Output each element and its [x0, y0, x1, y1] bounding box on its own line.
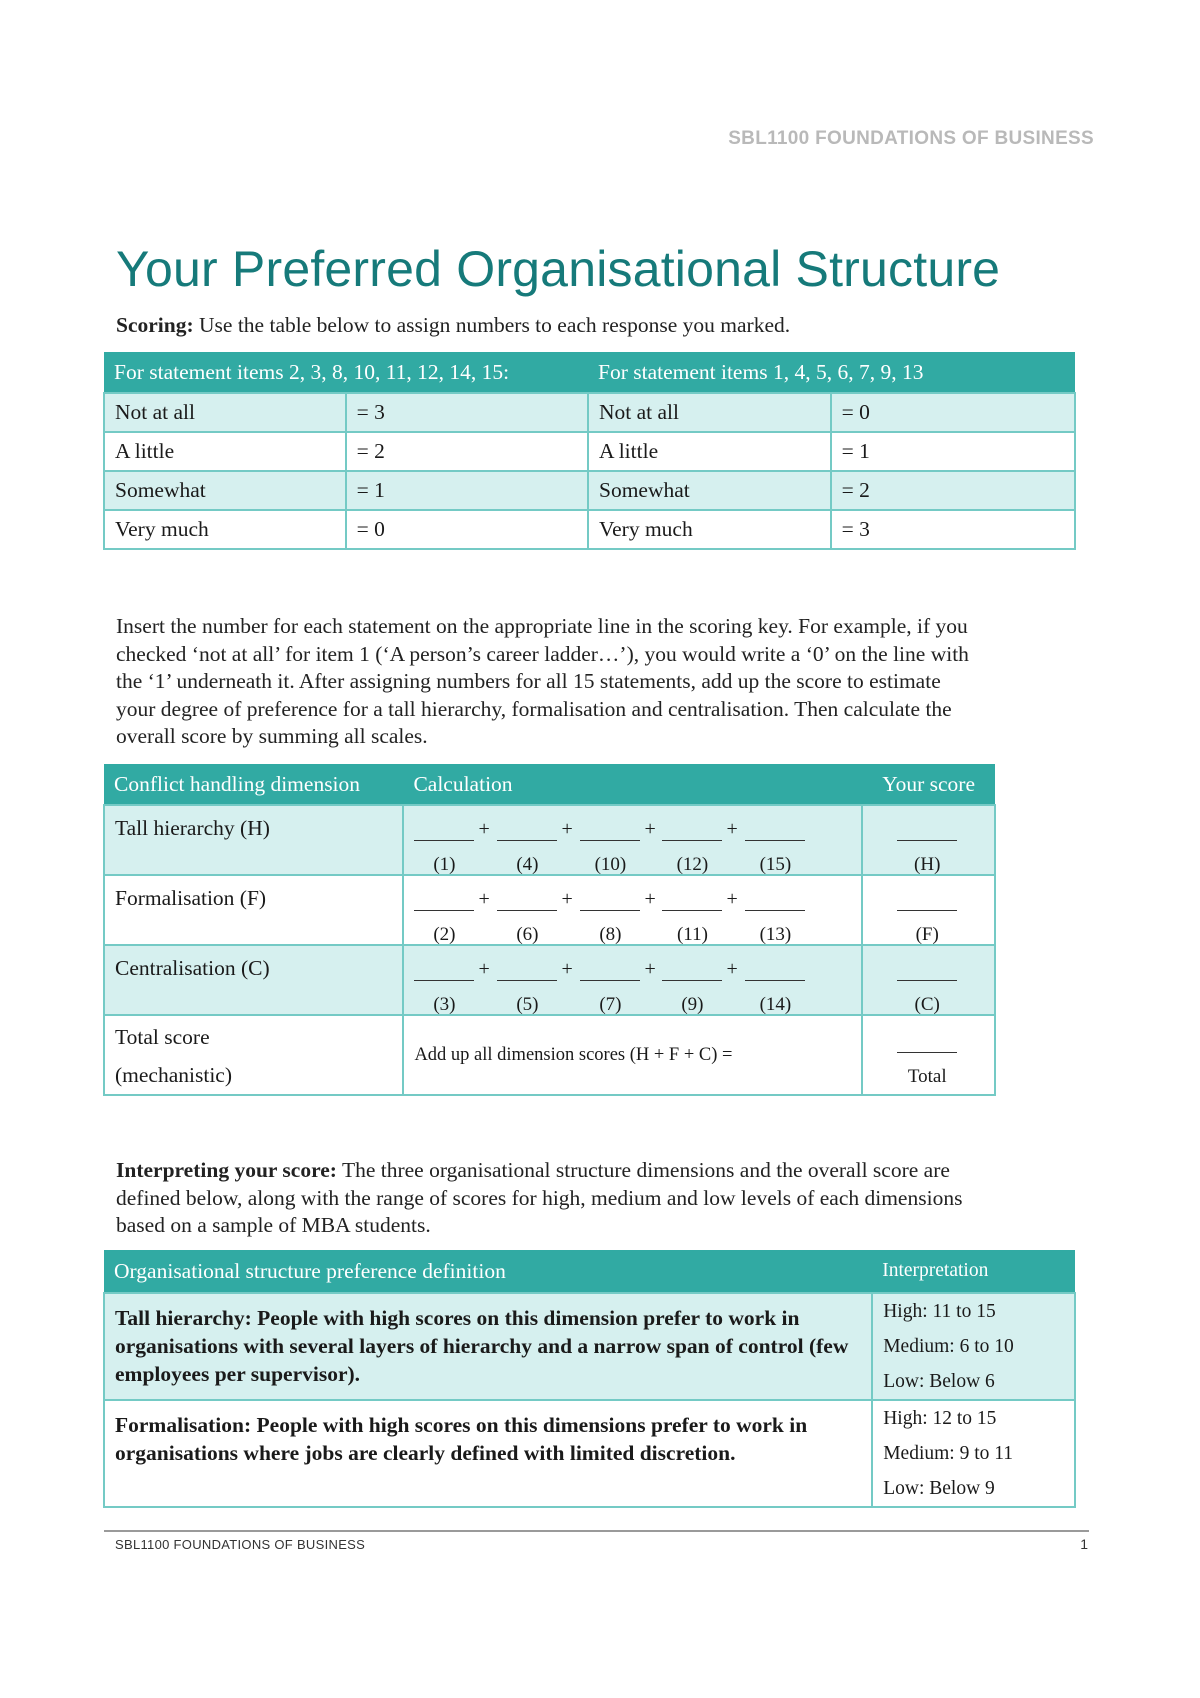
item-number: (1) — [433, 854, 456, 875]
instructions-line: Insert the number for each statement on the appropriate line in the scoring key. For example, if you — [116, 614, 968, 638]
interpreting-line: defined below, along with the range of scores for high, medium and low levels of each dimensions — [116, 1185, 963, 1210]
response-value: = 2 — [346, 432, 588, 471]
dimension-name: Tall hierarchy (H) — [104, 805, 403, 875]
item-number: (13) — [759, 924, 792, 945]
calculation-table — [103, 764, 996, 1096]
response-label: Very much — [588, 510, 831, 549]
response-label: Somewhat — [588, 471, 831, 510]
plus-sign: + — [644, 958, 656, 980]
score-blank[interactable] — [897, 980, 957, 981]
range-medium: Medium: 6 to 10 — [883, 1336, 1014, 1357]
plus-sign: + — [726, 888, 738, 910]
answer-blank[interactable] — [580, 840, 640, 841]
answer-blank[interactable] — [497, 980, 557, 981]
range-medium: Medium: 9 to 11 — [883, 1443, 1014, 1464]
plus-sign: + — [478, 818, 490, 840]
table-row — [104, 393, 1075, 432]
scoring-label: Scoring: — [116, 313, 194, 337]
scoring-paragraph — [116, 312, 790, 340]
interpreting-paragraph — [116, 1157, 962, 1240]
total-name-line: Total score — [115, 1025, 210, 1049]
plus-sign: + — [644, 888, 656, 910]
response-value: = 1 — [831, 432, 1075, 471]
interpretation-row-formalisation — [104, 1400, 1075, 1507]
item-number: (15) — [759, 854, 792, 875]
calculation-cell — [403, 945, 862, 1015]
total-name — [104, 1015, 403, 1095]
total-score-cell — [862, 1015, 995, 1095]
page-number: 1 — [1080, 1536, 1088, 1552]
score-blank[interactable] — [897, 910, 957, 911]
table-header-row — [104, 352, 1075, 393]
item-number: (5) — [516, 994, 539, 1015]
dimension-header: Conflict handling dimension — [114, 772, 361, 796]
response-value: = 3 — [831, 510, 1075, 549]
dimension-row-hierarchy — [104, 805, 995, 875]
right-items-header: For statement items 1, 4, 5, 6, 7, 9, 13 — [597, 360, 924, 384]
table-header-row — [104, 1250, 1075, 1293]
footer-course: SBL1100 FOUNDATIONS OF BUSINESS — [115, 1537, 366, 1552]
answer-blank[interactable] — [414, 840, 474, 841]
calculation-blanks — [404, 946, 861, 1014]
range-high: High: 11 to 15 — [883, 1301, 996, 1322]
answer-blank[interactable] — [662, 840, 722, 841]
instructions-line: overall score by summing all scales. — [116, 724, 428, 748]
instructions-paragraph — [116, 613, 969, 751]
dimension-row-centralisation — [104, 945, 995, 1015]
calculation-blanks — [404, 806, 861, 874]
response-label: A little — [104, 432, 346, 471]
calculation-cell — [403, 805, 862, 875]
item-number: (2) — [433, 924, 456, 945]
response-label: Somewhat — [104, 471, 346, 510]
item-number: (6) — [516, 924, 539, 945]
scoring-text: Use the table below to assign numbers to each response you marked. — [199, 313, 791, 337]
answer-blank[interactable] — [745, 840, 805, 841]
plus-sign: + — [726, 958, 738, 980]
score-cell — [862, 875, 995, 945]
score-blank[interactable] — [897, 840, 957, 841]
score-cell — [862, 805, 995, 875]
calculation-cell — [403, 875, 862, 945]
interpretation-ranges — [872, 1293, 1075, 1400]
interpretation-header: Interpretation — [882, 1260, 989, 1281]
response-value: = 2 — [831, 471, 1075, 510]
plus-sign: + — [478, 958, 490, 980]
calculation-header: Calculation — [413, 772, 513, 796]
plus-sign: + — [644, 818, 656, 840]
answer-blank[interactable] — [497, 910, 557, 911]
interpreting-text: The three organisational structure dimensions and the overall score are — [341, 1158, 950, 1182]
interpretation-row-hierarchy — [104, 1293, 1075, 1400]
response-value: = 0 — [831, 393, 1075, 432]
answer-blank[interactable] — [745, 910, 805, 911]
response-label: Not at all — [104, 393, 346, 432]
plus-sign: + — [726, 818, 738, 840]
answer-blank[interactable] — [497, 840, 557, 841]
item-number: (7) — [599, 994, 622, 1015]
left-items-header: For statement items 2, 3, 8, 10, 11, 12, 14, 15: — [114, 360, 510, 384]
item-number: (10) — [594, 854, 627, 875]
instructions-line: checked ‘not at all’ for item 1 (‘A person’s career ladder…’), you would write a ‘0’ on the line with — [116, 641, 969, 666]
range-high: High: 12 to 15 — [883, 1408, 997, 1429]
calculation-blanks — [404, 876, 861, 944]
item-number: (11) — [676, 924, 708, 945]
item-number: (9) — [681, 994, 704, 1015]
definition-text: Tall hierarchy: People with high scores on this dimension prefer to work in organisations with several layers of hierarchy and a narrow span of control (few employees per supervisor). — [104, 1293, 872, 1400]
total-name-line: (mechanistic) — [115, 1063, 233, 1087]
item-number: (8) — [599, 924, 622, 945]
total-instruction: Add up all dimension scores (H + F + C) = — [403, 1015, 862, 1095]
total-score-label: Total — [907, 1066, 947, 1087]
range-low: Low: Below 6 — [883, 1371, 995, 1392]
total-row — [104, 1015, 995, 1095]
instructions-line: the ‘1’ underneath it. After assigning numbers for all 15 statements, add up the score to estimate — [116, 669, 941, 693]
table-header-row — [104, 764, 995, 805]
score-label: (H) — [914, 854, 941, 875]
interpreting-line — [116, 1157, 962, 1185]
response-value: = 3 — [346, 393, 588, 432]
interpretation-ranges — [872, 1400, 1075, 1507]
response-value: = 0 — [346, 510, 588, 549]
interpretation-table — [103, 1250, 1076, 1508]
answer-blank[interactable] — [580, 980, 640, 981]
dimension-name: Centralisation (C) — [104, 945, 403, 1015]
answer-blank[interactable] — [662, 910, 722, 911]
answer-blank[interactable] — [414, 980, 474, 981]
dimension-name: Formalisation (F) — [104, 875, 403, 945]
interpreting-label: Interpreting your score: — [116, 1158, 337, 1182]
plus-sign: + — [478, 888, 490, 910]
page-title: Your Preferred Organisational Structure — [116, 241, 1001, 297]
answer-blank[interactable] — [745, 980, 805, 981]
interpreting-line: based on a sample of MBA students. — [116, 1213, 431, 1237]
response-label: Very much — [104, 510, 346, 549]
item-number: (12) — [676, 854, 709, 875]
table-row — [104, 471, 1075, 510]
score-label: (F) — [915, 924, 939, 945]
definition-header: Organisational structure preference definition — [114, 1259, 506, 1283]
score-label: (C) — [914, 994, 940, 1015]
definition-text: Formalisation: People with high scores on this dimensions prefer to work in organisations where jobs are clearly defined with limited discretion. — [104, 1400, 872, 1507]
instructions-line: your degree of preference for a tall hierarchy, formalisation and centralisation. Then calculate the — [116, 696, 952, 721]
score-cell — [862, 945, 995, 1015]
total-score-blank[interactable] — [897, 1052, 957, 1053]
running-header: SBL1100 FOUNDATIONS OF BUSINESS — [728, 128, 1094, 149]
answer-blank[interactable] — [414, 910, 474, 911]
answer-blank[interactable] — [580, 910, 640, 911]
range-low: Low: Below 9 — [883, 1478, 995, 1499]
plus-sign: + — [561, 888, 573, 910]
dimension-row-formalisation — [104, 875, 995, 945]
item-number: (14) — [759, 994, 792, 1015]
table-row — [104, 432, 1075, 471]
response-scoring-table — [103, 352, 1076, 550]
item-number: (4) — [516, 854, 539, 875]
answer-blank[interactable] — [662, 980, 722, 981]
plus-sign: + — [561, 958, 573, 980]
footer-divider — [104, 1530, 1089, 1532]
table-row — [104, 510, 1075, 549]
your-score-header: Your score — [882, 772, 975, 796]
response-label: Not at all — [588, 393, 831, 432]
item-number: (3) — [433, 994, 456, 1015]
response-value: = 1 — [346, 471, 588, 510]
response-label: A little — [588, 432, 831, 471]
plus-sign: + — [561, 818, 573, 840]
